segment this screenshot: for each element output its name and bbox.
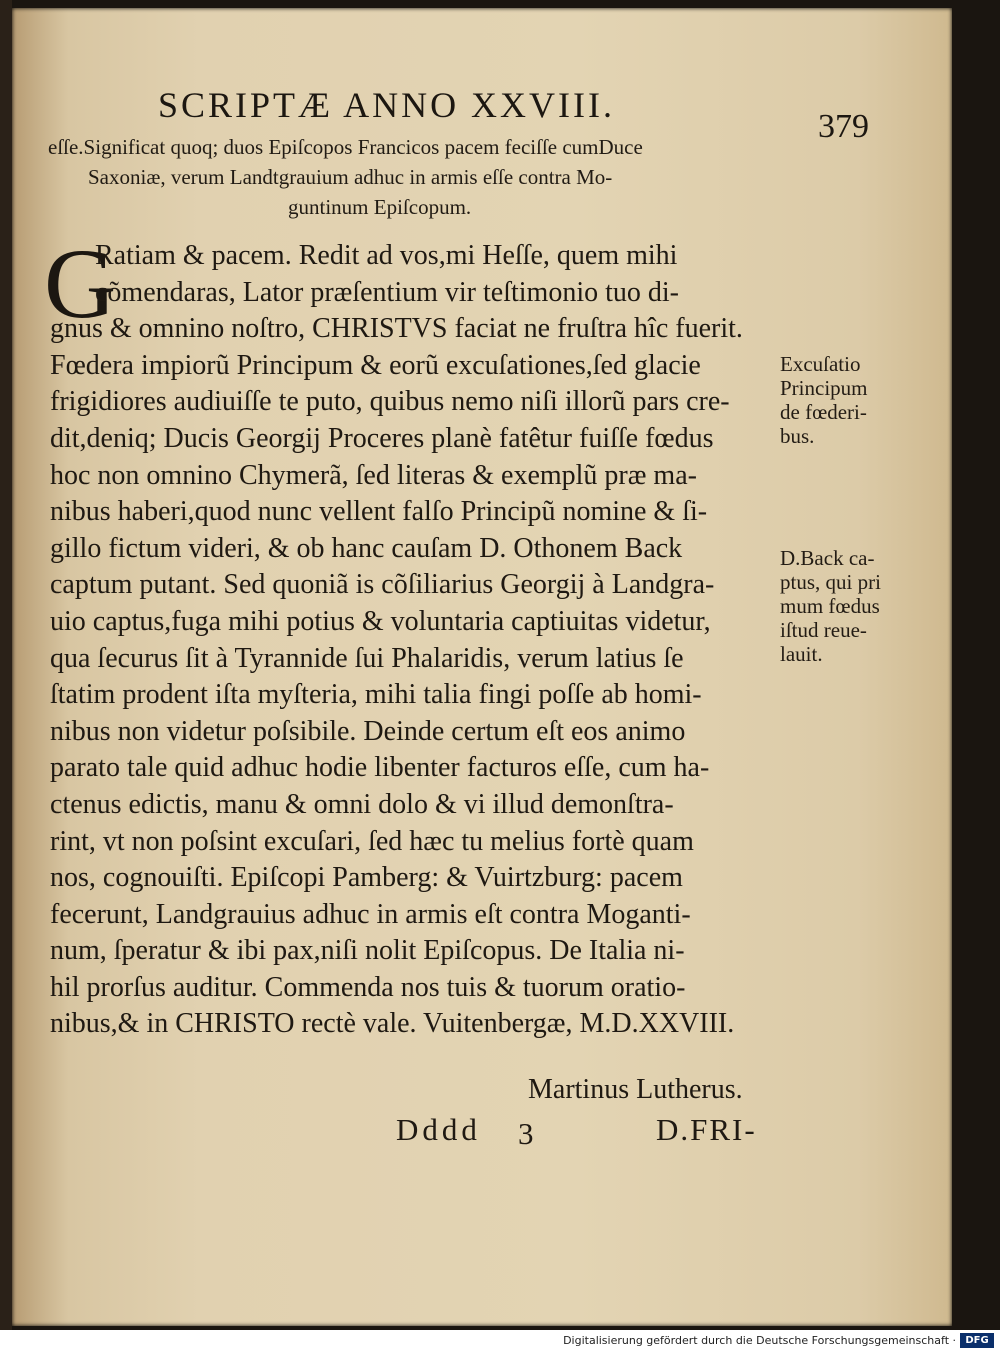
drop-capital: G bbox=[44, 228, 117, 339]
running-head: SCRIPTÆ ANNO XXVIII. bbox=[158, 85, 616, 125]
summary-line: eſſe.Significat quoq; duos Epiſcopos Francicos pacem feciſſe cumDuce bbox=[48, 135, 643, 159]
marginal-line: iſtud reue- bbox=[780, 618, 867, 642]
summary-line: Saxoniæ, verum Landtgrauium adhuc in armis eſſe contra Mo- bbox=[88, 165, 613, 189]
digitization-footer bbox=[0, 1330, 1000, 1352]
marginal-note-back bbox=[780, 546, 930, 666]
summary-line: guntinum Epiſcopum. bbox=[288, 195, 472, 219]
marginal-line: de fœderi- bbox=[780, 400, 867, 424]
body-line: ctenus edictis, manu & omni dolo & vi illud demonſtra- bbox=[50, 788, 674, 820]
body-line: captum putant. Sed quoniã is cõſiliarius Georgij à Landgra- bbox=[50, 569, 715, 601]
binding-edge bbox=[0, 0, 12, 1330]
body-line: cõmendaras, Lator præſentium vir teſtimonio tuo di- bbox=[95, 276, 679, 308]
printer-signature-mark: Dddd bbox=[396, 1112, 481, 1147]
body-line: nibus,& in CHRISTO rectè vale. Vuitenbergæ, M.D.XXVIII. bbox=[50, 1008, 735, 1040]
body-line: fecerunt, Landgrauius adhuc in armis eſt contra Moganti- bbox=[50, 898, 691, 930]
body-line: hoc non omnino Chymerã, ſed literas & exemplũ præ ma- bbox=[50, 459, 697, 491]
marginal-line: Principum bbox=[780, 376, 868, 400]
letter-summary bbox=[48, 132, 788, 222]
body-line: ſtatim prodent iſta myſteria, mihi talia fingi poſſe ab homi- bbox=[50, 679, 702, 711]
funding-credit: Digitalisierung gefördert durch die Deutsche Forschungsgemeinschaft · bbox=[563, 1334, 956, 1347]
body-line: nibus non videtur poſsibile. Deinde certum eſt eos animo bbox=[50, 715, 686, 747]
body-line: rint, vt non poſsint excuſari, ſed hæc tu melius fortè quam bbox=[50, 825, 694, 857]
body-line: qua ſecurus ſit à Tyrannide ſui Phalaridis, verum latius ſe bbox=[50, 642, 684, 674]
marginal-note-excusatio bbox=[780, 352, 930, 448]
printer-signature-number: 3 bbox=[518, 1116, 534, 1151]
letter-signature: Martinus Lutherus. bbox=[528, 1074, 743, 1105]
body-line: Fœdera impiorũ Principum & eorũ excuſationes,ſed glacie bbox=[50, 349, 701, 381]
body-line: num, ſperatur & ibi pax,niſi nolit Epiſcopus. De Italia ni- bbox=[50, 935, 685, 967]
body-line: gnus & omnino noſtro, CHRISTVS faciat ne fruſtra hîc fuerit. bbox=[50, 313, 743, 345]
marginal-line: D.Back ca- bbox=[780, 546, 875, 570]
body-line: Ratiam & pacem. Redit ad vos,mi Heſſe, quem mihi bbox=[95, 240, 678, 271]
body-line: dit,deniq; Ducis Georgij Proceres planè fatêtur fuiſſe fœdus bbox=[50, 422, 714, 454]
body-line: nibus haberi,quod nunc vellent falſo Principũ nomine & ſi- bbox=[50, 496, 708, 528]
body-line: frigidiores audiuiſſe te puto, quibus nemo niſi illorũ pars cre- bbox=[50, 386, 730, 418]
body-line: hil prorſus auditur. Commenda nos tuis & tuorum oratio- bbox=[50, 971, 686, 1003]
marginal-line: bus. bbox=[780, 424, 815, 448]
marginal-line: ptus, qui pri bbox=[780, 570, 881, 594]
letter-body bbox=[50, 238, 780, 1043]
catchword: D.FRI- bbox=[656, 1112, 757, 1147]
marginal-line: mum fœdus bbox=[780, 594, 880, 618]
marginal-line: Excuſatio bbox=[780, 352, 861, 376]
page-number: 379 bbox=[818, 108, 869, 145]
body-line: gillo fictum videri, & ob hanc cauſam D. Othonem Back bbox=[50, 532, 683, 564]
marginal-line: lauit. bbox=[780, 642, 823, 666]
body-line: nos, cognouiſti. Epiſcopi Pamberg: & Vuirtzburg: pacem bbox=[50, 862, 683, 894]
body-line: parato tale quid adhuc hodie libenter facturos eſſe, cum ha- bbox=[50, 752, 710, 784]
body-line: uio captus,fuga mihi potius & voluntaria captiuitas videtur, bbox=[50, 605, 711, 637]
dfg-logo: DFG bbox=[960, 1333, 994, 1348]
